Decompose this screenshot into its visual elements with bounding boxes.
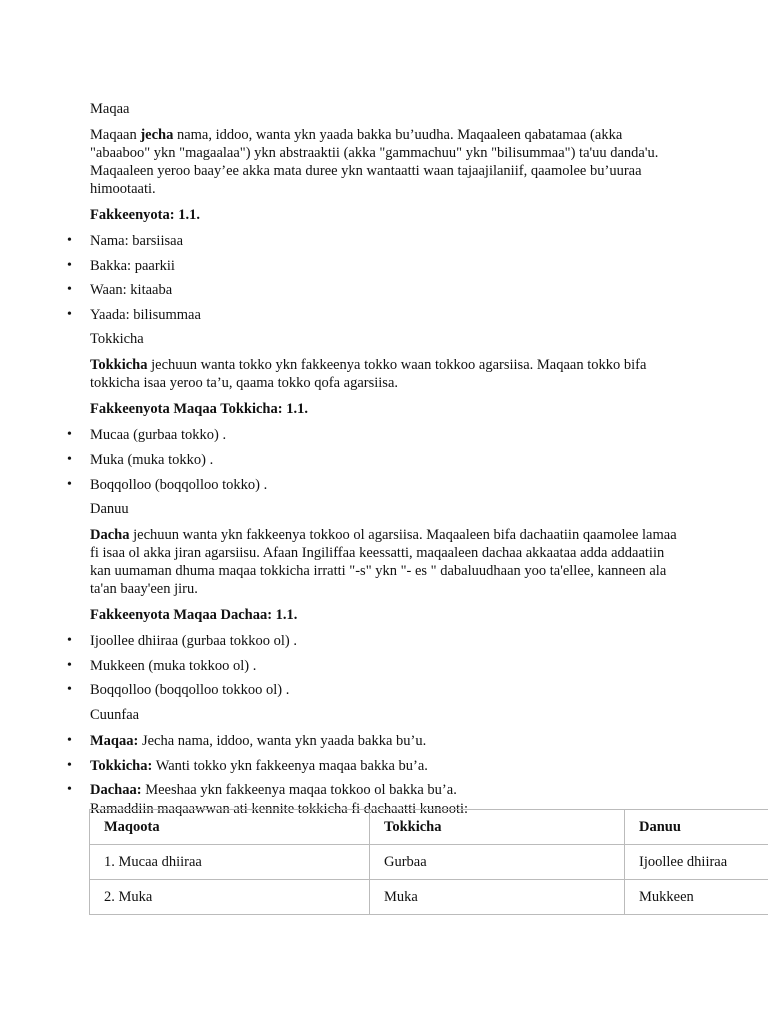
list-item xyxy=(67,257,680,275)
paragraph-tokkicha xyxy=(90,356,680,392)
table-cell: Mukkeen xyxy=(625,880,768,915)
section-heading-maqaa: Maqaa xyxy=(90,101,130,117)
examples-list-maqaa xyxy=(67,232,680,324)
list-item xyxy=(67,632,680,650)
table-cell: Ijoollee dhiiraa xyxy=(625,845,768,880)
bullet-icon: • xyxy=(67,306,72,322)
paragraph-text: jechuun wanta ykn fakkeenya tokkoo ol agarsiisa. Maqaaleen bifa dachaatiin qaamolee lamaa fi isaa ol akka jiran agarsiisu. Afaan Ingiliffaa keessatti, maqaaleen dachaa akkaataa adda addaatiin kan uumaman dhuma maqaa tokkicha irratti "-s" ykn "- es " dabaluudhaan yoo ta'ellee, kanneen ala ta'an baay'een jiru. xyxy=(90,527,677,598)
paragraph-maqaa xyxy=(90,126,680,198)
bullet-icon: • xyxy=(67,782,72,798)
list-item xyxy=(67,681,680,699)
bullet-icon: • xyxy=(67,732,72,748)
list-item xyxy=(67,781,680,799)
paragraph-text: Maqaan xyxy=(90,127,141,143)
list-item-text: Ijoollee dhiiraa (gurbaa tokkoo ol) . xyxy=(90,633,297,650)
table-header-row xyxy=(90,810,768,845)
summary-term: Maqaa: xyxy=(90,732,139,749)
list-item-text: Nama: barsiisaa xyxy=(90,233,184,249)
list-item xyxy=(67,426,680,444)
examples-list-tokkicha xyxy=(67,426,680,493)
summary-text: Meeshaa ykn fakkeenya maqaa tokkoo ol bakka bu’a. xyxy=(141,782,457,799)
bullet-icon: • xyxy=(67,633,72,649)
document-body xyxy=(67,100,680,826)
exercise-intro: Ramaddiin maqaawwan ati kennite tokkicha fi dachaatti kunooti: xyxy=(90,800,469,817)
paragraph-danuu xyxy=(90,526,680,598)
list-item-text: Boqqolloo (boqqolloo tokkoo ol) . xyxy=(90,682,290,699)
section-heading-cuunfaa: Cuunfaa xyxy=(90,706,140,723)
list-item-text: Bakka: paarkii xyxy=(90,257,175,274)
bullet-icon: • xyxy=(67,657,72,673)
examples-title-danuu: Fakkeenyota Maqaa Dachaa: 1.1. xyxy=(90,607,298,624)
list-item xyxy=(67,306,680,324)
list-item-text: Muka (muka tokko) . xyxy=(90,451,214,468)
column-header-maqoota: Maqoota xyxy=(90,810,370,845)
bullet-icon: • xyxy=(67,451,72,467)
list-item xyxy=(67,757,680,775)
bullet-icon: • xyxy=(67,427,72,443)
table-cell: Muka xyxy=(370,880,625,915)
bullet-icon: • xyxy=(67,257,72,273)
table-row xyxy=(90,845,768,880)
examples-title-tokkicha: Fakkeenyota Maqaa Tokkicha: 1.1. xyxy=(90,401,308,418)
list-item xyxy=(67,451,680,469)
list-item xyxy=(67,732,680,750)
list-item xyxy=(67,476,680,494)
list-item-text: Mucaa (gurbaa tokko) . xyxy=(90,427,227,444)
table-cell: 2. Muka xyxy=(90,880,370,915)
table-cell: 1. Mucaa dhiiraa xyxy=(90,845,370,880)
section-heading-tokkicha: Tokkicha xyxy=(90,331,144,348)
list-item-text: Waan: kitaaba xyxy=(90,282,173,299)
term-dacha: Dacha xyxy=(90,527,130,544)
list-item xyxy=(67,232,680,250)
summary-list xyxy=(67,732,680,799)
column-header-tokkicha: Tokkicha xyxy=(370,810,625,845)
examples-list-danuu xyxy=(67,632,680,699)
bullet-icon: • xyxy=(67,757,72,773)
column-header-danuu: Danuu xyxy=(625,810,768,845)
table-cell: Gurbaa xyxy=(370,845,625,880)
table-row xyxy=(90,880,768,915)
list-item xyxy=(67,657,680,675)
list-item xyxy=(67,281,680,299)
summary-term: Tokkicha: xyxy=(90,757,153,774)
paragraph-text: jechuun wanta tokko ykn fakkeenya tokko waan tokkoo agarsiisa. Maqaan tokko bifa tokkicha isaa yeroo ta’u, qaama tokko qofa agarsiisa. xyxy=(90,357,647,392)
term-tokkicha: Tokkicha xyxy=(90,357,148,374)
nouns-table xyxy=(89,809,768,915)
bullet-icon: • xyxy=(67,476,72,492)
bullet-icon: • xyxy=(67,233,72,248)
bullet-icon: • xyxy=(67,282,72,298)
paragraph-text: nama, iddoo, wanta ykn yaada bakka bu’uudha. Maqaaleen qabatamaa (akka "abaaboo" ykn "magaalaa") ykn abstraaktii (akka "gammachuu" ykn "bilisummaa") ta'uu danda'u. Maqaaleen yeroo baay’ee akka mata duree ykn wantaatti waan tajaajilaniif, qaamolee bu’uuraa himootaati. xyxy=(90,127,659,197)
bullet-icon: • xyxy=(67,682,72,698)
examples-title-maqaa: Fakkeenyota: 1.1. xyxy=(90,207,200,223)
list-item-text: Yaada: bilisummaa xyxy=(90,306,201,323)
list-item-text: Mukkeen (muka tokkoo ol) . xyxy=(90,657,257,674)
list-item-text: Boqqolloo (boqqolloo tokko) . xyxy=(90,476,268,493)
summary-term: Dachaa: xyxy=(90,782,142,799)
summary-text: Jecha nama, iddoo, wanta ykn yaada bakka bu’u. xyxy=(138,732,427,749)
section-heading-danuu: Danuu xyxy=(90,501,129,518)
term-jecha: jecha xyxy=(140,127,174,143)
summary-text: Wanti tokko ykn fakkeenya maqaa bakka bu’a. xyxy=(152,757,428,774)
